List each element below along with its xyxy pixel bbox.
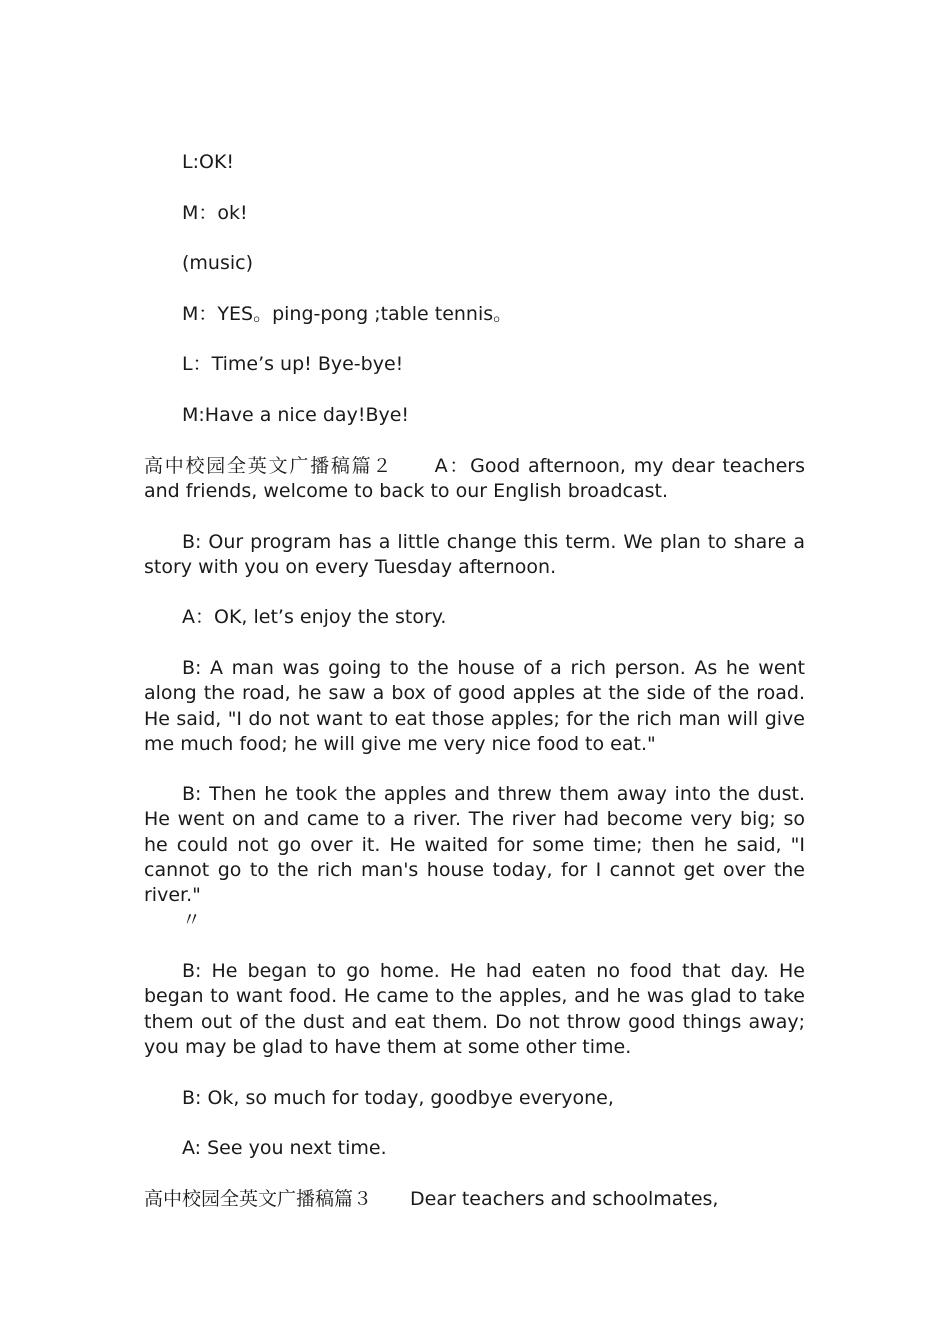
story-paragraph-7: A: See you next time. <box>182 1137 387 1159</box>
dialogue-line-6: M:Have a nice day!Bye! <box>182 404 410 426</box>
ditto-mark: 〃 <box>182 909 202 931</box>
section-heading-3: 高中校园全英文广播稿篇３ Dear teachers and schoolmates, <box>144 1188 719 1210</box>
dialogue-line-3: (music) <box>182 252 253 274</box>
story-paragraph-2: A：OK, let’s enjoy the story. <box>182 606 447 628</box>
story-paragraph-5: B: He began to go home. He had eaten no food that day. He began to want food. He came to the apples, and he was glad to take them out of the dust and eat them. Do not throw good things away; you may be glad to have them at some other time. <box>144 960 805 1058</box>
section-heading-2: 高中校园全英文广播稿篇２ A：Good afternoon, my dear teachers and friends, welcome to back to our English broadcast. <box>144 455 805 503</box>
story-paragraph-4: B: Then he took the apples and threw them away into the dust. He went on and came to a river. The river had become very big; so he could not go over it. He waited for some time; then he said, "I cannot go to the rich man's house today, for I cannot get over the river." <box>144 783 805 907</box>
dialogue-line-1: L:OK! <box>182 151 235 173</box>
story-paragraph-3: B: A man was going to the house of a rich person. As he went along the road, he saw a box of good apples at the side of the road. He said, "I do not want to eat those apples; for the rich man will give me much food; he will give me very nice food to eat." <box>144 657 805 755</box>
dialogue-line-4: M：YES。ping-pong ;table tennis。 <box>182 303 513 325</box>
story-paragraph-6: B: Ok, so much for today, goodbye everyone, <box>182 1087 614 1109</box>
story-paragraph-1: B: Our program has a little change this term. We plan to share a story with you on every Tuesday afternoon. <box>144 531 805 579</box>
dialogue-line-2: M：ok! <box>182 202 248 224</box>
dialogue-line-5: L：Time’s up! Bye-bye! <box>182 353 404 375</box>
